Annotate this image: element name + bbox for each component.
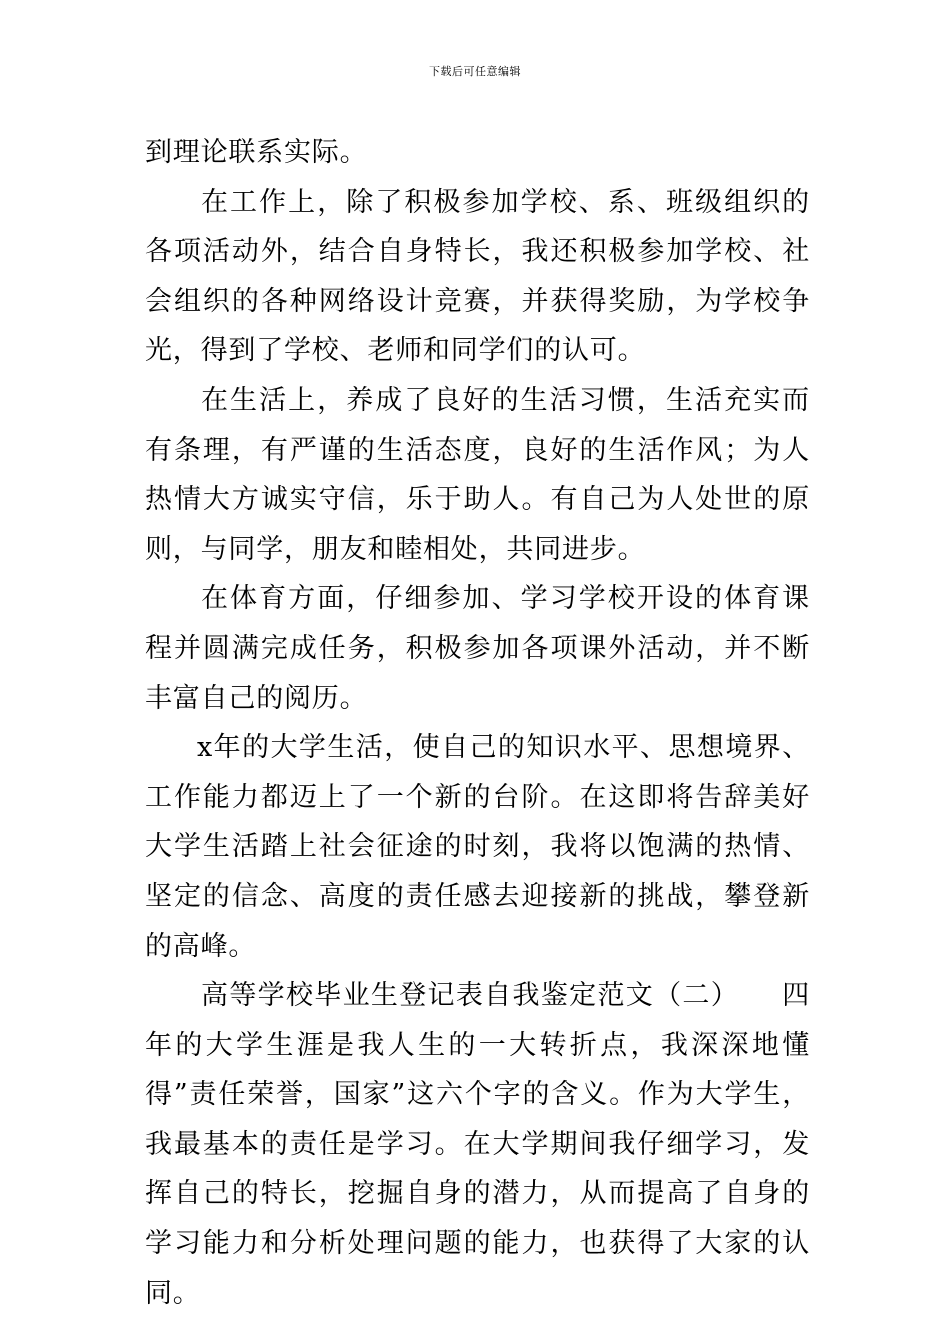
paragraph-work: 在工作上，除了积极参加学校、系、班级组织的各项活动外，结合自身特长，我还积极参加学校、社会组织的各种网络设计竞赛，并获得奖励，为学校争光，得到了学校、老师和同学们的认可。 [145,186,810,367]
page-header-note: 下载后可任意编辑 [429,65,521,78]
document-body [145,128,810,1318]
paragraph-summary: x年的大学生活，使自己的知识水平、思想境界、工作能力都迈上了一个新的台阶。在这即将告辞美好大学生活踏上社会征途的时刻，我将以饱满的热情、坚定的信念、高度的责任感去迎接新的挑战，攀登新的高峰。 [145,732,810,962]
paragraph-sports: 在体育方面，仔细参加、学习学校开设的体育课程并圆满完成任务，积极参加各项课外活动，并不断丰富自己的阅历。 [145,583,810,714]
paragraph-sample-two: 高等学校毕业生登记表自我鉴定范文（二） 四年的大学生涯是我人生的一大转折点，我深深地懂得”责任荣誉，国家”这六个字的含义。作为大学生，我最基本的责任是学习。在大学期间我仔细学习，发挥自己的特长，挖掘自身的潜力，从而提高了自身的学习能力和分析处理问题的能力，也获得了大家的认同。 [145,980,810,1309]
paragraph-life: 在生活上，养成了良好的生活习惯，生活充实而有条理，有严谨的生活态度，良好的生活作风；为人热情大方诚实守信，乐于助人。有自己为人处世的原则，与同学，朋友和睦相处，共同进步。 [145,384,810,565]
paragraph-continuation: 到理论联系实际。 [145,137,368,168]
